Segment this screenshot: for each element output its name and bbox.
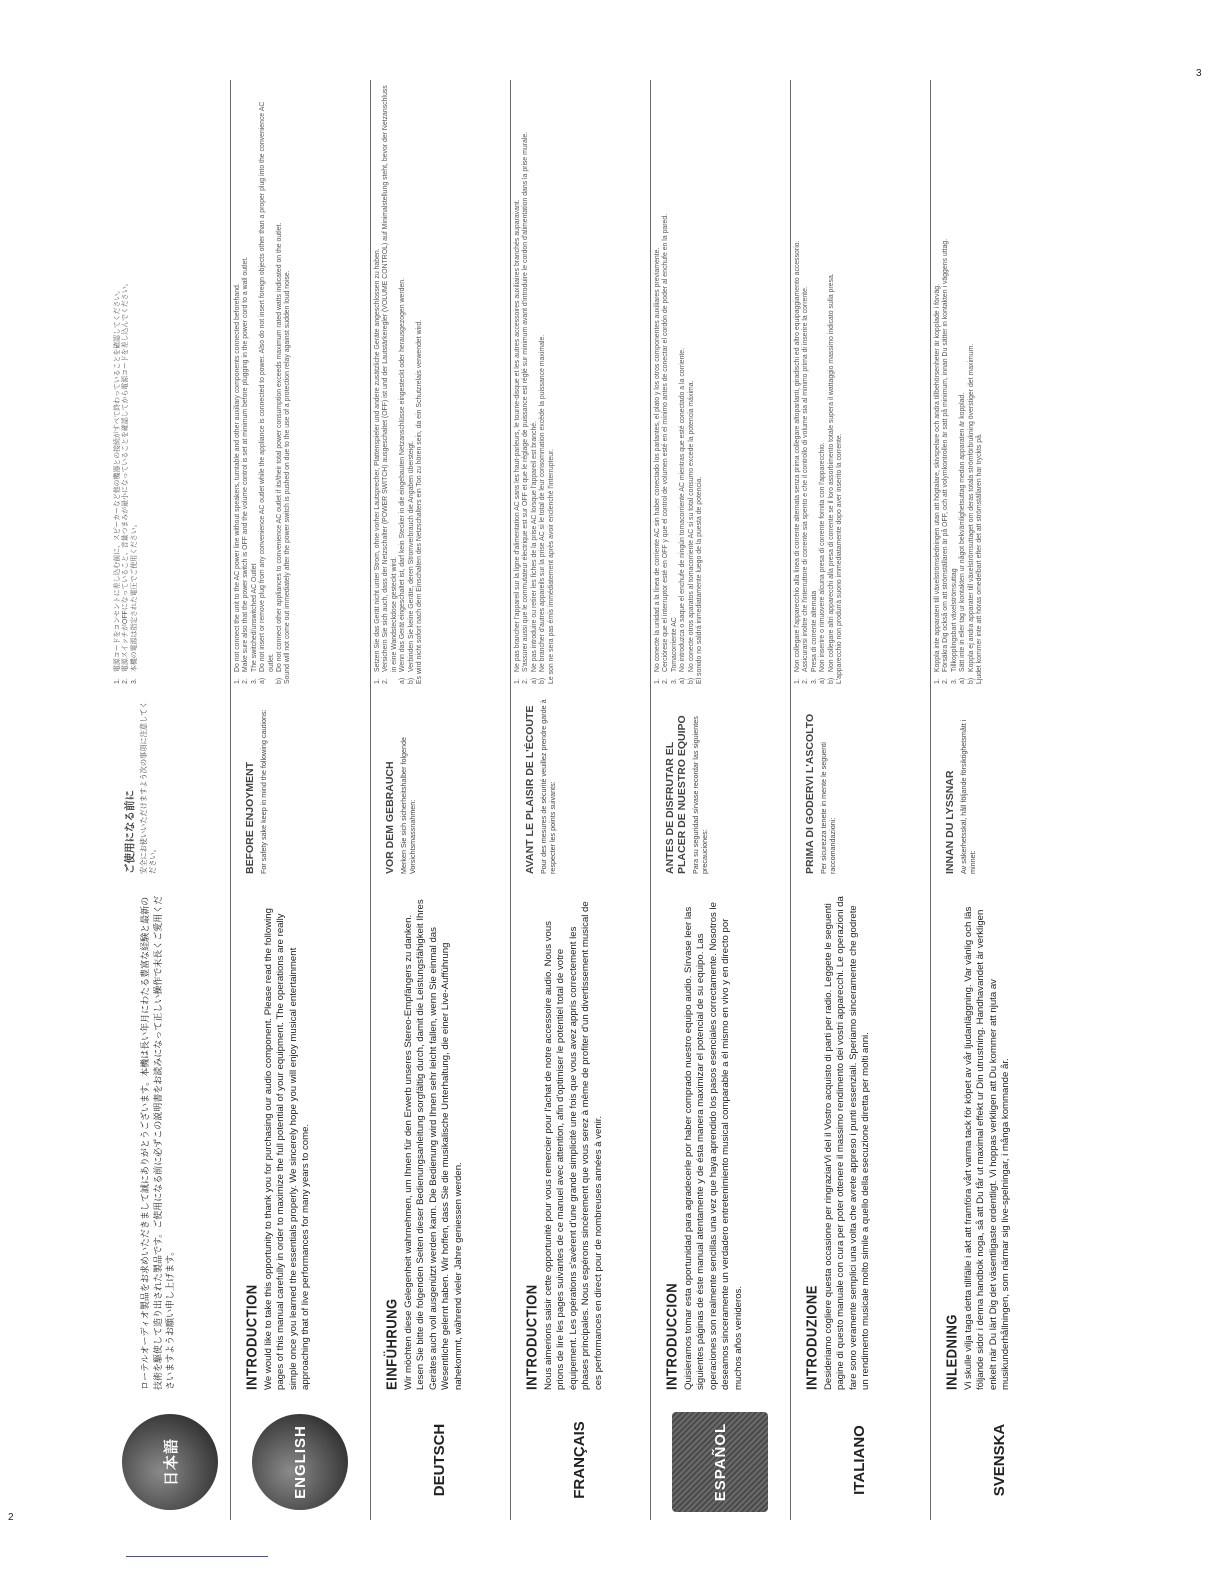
precaution-item (688, 84, 696, 684)
language-cell (650, 1400, 790, 1520)
language-label: FRANÇAIS (571, 1421, 588, 1499)
language-cell (370, 1400, 510, 1520)
section-english (230, 80, 370, 1520)
precaution-number: 2. (382, 678, 390, 684)
intro-text: ローテルオーディオ製品をお求めいただきまして誠にありがとうございます。本機は長い年月にわたる豊富な経験と最新の技術を駆使して造り出された製品です。ご使用になる前に必ずこの説明書をお読みになって正しい操作で末長くご愛用くださいますようお願い申し上げます。 (141, 895, 176, 1390)
language-cell (790, 1400, 930, 1520)
precaution-number: 2. (122, 678, 130, 684)
precaution-text: Non collegare l'apparecchio alla linea di corrente alternata senza prima collegare altoparlanti, giradischi ed altro equipaggiamento accessorio. (794, 240, 801, 672)
page-number-right: 3 (1196, 68, 1202, 79)
page-number-left: 2 (8, 1512, 14, 1523)
precaution-number: b) (687, 677, 695, 684)
precaution-number: 3. (130, 678, 138, 684)
precaution-number: a) (819, 677, 827, 684)
precaution-text: Do not connect the unit to the AC power line without speakers, turntable and other auxiliary components connected beforehand. (234, 283, 241, 672)
precaution-item (259, 84, 276, 684)
intro-cell (790, 880, 930, 1400)
precaution-item (679, 84, 687, 684)
intro-text: We would like to take this opportunity to thank you for purchasing our audio component. Please read the following pages of this manual carefully in order to maximize the full potential of your equipment. The operations are really simple once you learned the essentials properly. We sincerely hope you will enjoy musical entertainment approaching that of live performances for many years to come. (263, 908, 312, 1390)
precaution-text: Koppla inte apparaten till växelströmsledningen utan att högtalare, skivspelare och andra tillbehörsenheter är kopplade i förväg. (934, 283, 941, 672)
precaution-number: b) (827, 677, 835, 684)
precaution-text: Koppla ej andra apparater till växelströmsuttaget om deras totala strömförbrukning överstiger det maximum. (967, 343, 975, 672)
precaution-item (242, 84, 250, 684)
precaution-item (828, 84, 836, 684)
precaution-text: Ne brancher d'autres appareils sur la prise AC si le total de leur consommation excède la puissance maximale. (539, 334, 547, 672)
precautions-title: ご使用になる前に (124, 790, 136, 874)
precaution-note: Ljudet kommer inte att höras omedelbart efter det att strömställaren har tryckts på. (976, 433, 984, 684)
precautions-heading-cell (110, 690, 230, 880)
precaution-text: Verbinden Sie keine Geräte, deren Stromverbrauch die Angaben übersteigt. (407, 441, 415, 672)
precaution-text: Do not insert or remove plug from any convenience AC outlet while the appliance is connected to power. Also do not insert foreign objects other than a proper plug into the convenience AC outlet. (259, 101, 275, 672)
precautions-subtitle: For safety sake keep in mind the following cautions: (259, 709, 268, 874)
precaution-number: 1. (374, 678, 381, 684)
precaution-item (811, 84, 819, 684)
precaution-item (399, 84, 407, 684)
precaution-item (951, 84, 959, 684)
precaution-number: b) (967, 677, 975, 684)
precautions-subtitle: Per sicurezza tenete in mente le seguenti raccomandazioni: (819, 742, 837, 874)
precaution-text: Do not connect other appliances to convenience AC outlet if its/their total power consumption exceeds maximum rated watts indicated on the outlet. (276, 222, 284, 672)
precaution-item (234, 84, 242, 684)
precautions-subtitle: Av säkerhetsskäl, håll följande försiktighetsmått i minnet: (959, 719, 977, 874)
precaution-text: No conecte otros aparatos al tomacorriente AC si su total consumo excede la potencia máxima. (687, 380, 695, 672)
precaution-note: Le son ne sera pas émis immédiatement après avoir enclenché l'interrupteur. (547, 449, 555, 684)
precaution-item (942, 84, 950, 684)
precautions-title: BEFORE ENJOYMENT (244, 761, 256, 874)
precaution-number: 2. (942, 678, 950, 684)
precautions-list-cell (230, 80, 370, 690)
precaution-text: Ne pas brancher l'appareil sur la ligne d'alimentation AC sans les haut-parleurs, le tourne-disque et les autres accessoires auxiliaires branchés auparavant. (514, 199, 521, 672)
manual-page (110, 80, 1170, 1520)
precautions-list (234, 84, 284, 684)
precaution-number: b) (539, 677, 547, 684)
intro-cell (230, 880, 370, 1400)
precautions-title: VOR DEM GEBRAUCH (384, 761, 396, 874)
intro-title: INTRODUCTION (242, 1284, 261, 1390)
precaution-item (374, 84, 382, 684)
precautions-title: PRIMA DI GODERVI L'ASCOLTO (804, 713, 816, 874)
precaution-text: Sätt inte in eller tag ur kontakten ur något bekvämlighetsuttag medan apparaten är kopplad. (959, 392, 967, 672)
precaution-number: 2. (522, 678, 530, 684)
precaution-item (276, 84, 284, 684)
precaution-item (531, 84, 539, 684)
language-cell (110, 1400, 230, 1520)
language-label: ESPAÑOL (711, 1422, 729, 1502)
precaution-text: S'assurer aussi que le commutateur électrique est sur OFF et que le réglage de puissance est réglé sur minimum avant d'introduire le cordon d'alimentation dans la prise murale. (522, 131, 530, 672)
precautions-list-cell (370, 80, 510, 690)
language-label: ITALIANO (851, 1425, 868, 1495)
precautions-list (794, 84, 836, 684)
precaution-number: 1. (114, 678, 121, 684)
intro-cell (510, 880, 650, 1400)
precautions-list-cell (790, 80, 930, 690)
section-francais (510, 80, 650, 1520)
precaution-note: Sound will not come out immediately after the power switch is pushed on due to the use of a protection relay against sudden loud noise. (284, 270, 292, 684)
intro-cell (930, 880, 1070, 1400)
precautions-title: ANTES DE DISFRUTAR EL PLACER DE NUESTRO EQUIPO (664, 715, 688, 874)
precaution-text: Presa di corrente alternata (810, 590, 818, 672)
precautions-list (934, 84, 976, 684)
precautions-list-cell (510, 80, 650, 690)
intro-title: INLEDNING (942, 1314, 961, 1390)
precaution-item (131, 84, 139, 684)
precaution-item (968, 84, 976, 684)
precaution-text: No conecte la unidad a la línea de corriente AC sin haber conectado los parlantes, el plato y los otros componentes auxiliares previamente. (654, 247, 661, 672)
precaution-text: Tillkopplingsbart växelströmsuttag (950, 568, 958, 672)
language-label: DEUTSCH (431, 1423, 448, 1497)
precaution-text: Versichern Sie sich auch, dass der Netzschalter (POWER SWITCH) ausgeschaltet (OFF) ist und der Lautstärkeregler (VOLUME CONTROL) auf Minimalstellung steht, bevor der Netzanschluss in eine Wandsteckdose gesteckt wird. (382, 85, 398, 672)
precautions-list (374, 84, 416, 684)
precaution-number: 1. (654, 678, 661, 684)
precaution-text: The switched/unswitched AC Outlet (250, 563, 258, 672)
precaution-number: a) (679, 677, 687, 684)
language-badge (672, 1412, 768, 1512)
precautions-list-cell (110, 80, 230, 690)
intro-text: Vi skulle vilja taga detta tillfälle i akt att framföra vårt varma tack för köpet av vår ljudanläggning. Var vänlig och läs följande sidor i denna handbok noga, så att Du får ut maximal effekt ur Din utrustning. Handhavandet är verkligen enkelt när Du lärt Dig det väsentligaste ordentligt. Vi hoppas verkligen att Du kommer att njuta av musikunderhållningen, som närmar sig live-spelningar, i många kommande år. (963, 906, 1012, 1390)
language-badge (252, 1414, 348, 1510)
intro-text: Nous aimerions saisir cette opportunité pour vous remercier pour l'achat de notre accessoire audio. Nous vous prions de lire les pages suivantes de ce manuel avec attention, afin d'optimiser le potentiel total de votre équipement. Les opérations s'avèrent d'une grande simplicité une fois que vous avez appris correctement les phases principales. Nous espérons sincèrement que vous serez à même de profiter d'un divertissement musical de ces performances en direct pour de nombreuses années à venir. (543, 901, 604, 1390)
intro-text: Quisieramos tomar esta oportunidad para agradecerle por haber comprado nuestro equipo audio. Sírvase leer las siguientes páginas de éste manual atentamente y de ésta manera maximizar el potencial de su equipo. Las operaciones son realmente sencillas una vez que haya aprendido los pasos esenciales correctamente. Nosotros le deseamos sinceramente un verdadero entretenimiento musical comparable a él mismo en vivo y en directo por muchos años venideros. (683, 902, 744, 1390)
precaution-number: 3. (950, 678, 958, 684)
precaution-item (382, 84, 399, 684)
precautions-subtitle: 安全にお使いいただけますよう次の事項に注意してください。 (139, 701, 157, 874)
precaution-text: No introduzca o saque el enchufe de ningún tomacorriente AC mientras que esté conectado a la corriente. (679, 347, 687, 672)
precaution-item (251, 84, 259, 684)
precautions-list-cell (650, 80, 790, 690)
precaution-note: L'apparecchio non produrrà suono immediatamente dopo aver inserito la corrente. (836, 433, 844, 684)
precaution-number: b) (276, 677, 284, 684)
precaution-item (802, 84, 810, 684)
precaution-text: Setzen Sie das Gerät nicht unter Strom, ohne vorher Lautsprecher, Plattenspieler und andere zusätzliche Geräte angeschlossen zu haben. (374, 248, 381, 672)
precautions-heading-cell (510, 690, 650, 880)
precaution-number: a) (259, 677, 267, 684)
precaution-text: Non collegare altri apparecchi alla presa di corrente se il loro assorbimento totale supera il wattaggio massimo indicato sulla presa. (827, 273, 835, 672)
precaution-item (671, 84, 679, 684)
precautions-heading-cell (930, 690, 1070, 880)
precaution-number: 2. (662, 678, 670, 684)
precaution-number: a) (530, 677, 538, 684)
precaution-number: 1. (514, 678, 521, 684)
intro-cell (370, 880, 510, 1400)
precautions-list-cell (930, 80, 1070, 690)
intro-cell (110, 880, 230, 1400)
precaution-item (122, 84, 130, 684)
precautions-heading-cell (230, 690, 370, 880)
precaution-number: 3. (810, 678, 818, 684)
precaution-note: Es wird nicht sofort nach dem Einschalten des Netzschalters ein Ton zu hören sein, da ein Schutzrelais verwendet wird. (416, 319, 424, 684)
section-italiano (790, 80, 930, 1520)
precautions-subtitle: Para su seguridad sírvase recordar las siguientes precauciones: (691, 716, 709, 874)
precautions-subtitle: Pour des mesures de sécurité veuillez prendre garde à respecter les points suivants: (539, 699, 557, 874)
section-japanese (110, 80, 230, 1520)
precaution-note: El sonido no saldrá inmediatamente luego de la puesta de potencia. (696, 476, 704, 684)
precaution-number: 3. (670, 678, 678, 684)
language-cell (930, 1400, 1070, 1520)
precaution-number: 1. (234, 678, 241, 684)
precaution-text: 電源コードをコンセントに差し込む前に、スピーカーなど他の機器との接続がすべて終わっていることを確認してください。 (114, 286, 121, 672)
precaution-text: 本機の電源は指定された電圧でご使用ください。 (130, 520, 138, 672)
precaution-item (819, 84, 827, 684)
precaution-text: Försäkra Dig också om att strömställaren är på OFF, och att volymkontrollen är satt på minimum, innan Du sätter in kontakten i väggens uttag. (942, 238, 950, 672)
precaution-number: a) (959, 677, 967, 684)
precaution-text: Assicurarsi inoltre che l'interruttore di corrente sia spento e che il controllo di volume sia al minimo prima di inserire la corrente. (802, 286, 810, 672)
precaution-item (408, 84, 416, 684)
intro-title: EINFÜHRUNG (382, 1298, 401, 1390)
intro-text: Desideriamo cogliere questa occasione per ringraziarVi del il Vostro acquisto di parti per radio. Leggete le seguenti pagine di questo manuale con cura per poter ottenere il massimo rendimento dei vostri apparecchi. Le operazioni da fare sono veramente semplici una volta che avrete appreso i punti essenziali. Speriamo sinceramente che godrete un rendimento musicale molto simile a quello della esecuzione diretta per molti anni. (823, 896, 872, 1390)
precaution-item (514, 84, 522, 684)
precaution-text: Ne pas introduire ou retirer les fiches de la prise AC lorsque l'appareil est branché. (530, 420, 538, 672)
intro-cell (650, 880, 790, 1400)
section-deutsch (370, 80, 510, 1520)
precaution-text: Make sure also that the power switch is OFF and the volume control is set at minimum before plugging in the power cord to a wall outlet. (242, 256, 250, 672)
precaution-text: Cerciórese que el interruptor esté en OFF y que el control de volumen esté en el mínimo antes de conectar el cordón de poder al enchufe en la pared. (662, 213, 670, 672)
precaution-number: 1. (794, 678, 801, 684)
precautions-list (514, 84, 548, 684)
section-espanol (650, 80, 790, 1520)
intro-text: Wir möchten diese Gelegenheit wahrnehmen, um Ihnen für den Erwerb unseres Stereo-Empfängers zu danken. Lesen Sie bitte die folgenden Seiten dieser Bedienungsanleitung sorgfältig durch, damit die Leistungsfähigkeit Ihres Gerätes auch voll ausgenützt werden kann. Die Bedienung wird Ihnen sehr leicht fallen, wenn Sie einmal das Wesentliche gelernt haben. Wir hoffen, dass Sie die musikalische Unterhaltung, die einer Live-Aufführung nahekommt, während vieler Jahre geniessen werden. (403, 899, 464, 1390)
precautions-title: INNAN DU LYSSNAR (944, 770, 956, 874)
precaution-item (539, 84, 547, 684)
precaution-number: 1. (934, 678, 941, 684)
precautions-title: AVANT LE PLAISIR DE L'ÉCOUTE (524, 705, 536, 874)
precaution-number: 3. (250, 678, 258, 684)
language-badge (122, 1414, 218, 1510)
intro-title: INTRODUZIONE (802, 1285, 821, 1390)
language-label: ENGLISH (291, 1425, 309, 1499)
precaution-item (654, 84, 662, 684)
precautions-heading-cell (370, 690, 510, 880)
precaution-number: b) (407, 677, 415, 684)
precautions-subtitle: Merken Sie sich sicherheitshalber folgende Vorsichtsmassnahmen: (399, 736, 417, 874)
language-label: SVENSKA (991, 1423, 1008, 1497)
precaution-item (662, 84, 670, 684)
precaution-text: 電源スイッチがOFFになっていること、音量つまみが最小になっていることを確認してから電源コードを差し込んでください。 (122, 279, 130, 672)
section-svenska (930, 80, 1070, 1520)
language-label: 日本語 (162, 1438, 180, 1487)
precautions-list (114, 84, 139, 684)
precaution-text: Non inserire o rimuovere alcuna presa di corrente fornita con l'apparecchio. (819, 442, 827, 672)
precaution-item (794, 84, 802, 684)
precautions-list (654, 84, 696, 684)
intro-title: INTRODUCCION (662, 1282, 681, 1390)
blue-underline (126, 1556, 268, 1557)
precaution-number: a) (399, 677, 407, 684)
precaution-number: 2. (242, 678, 250, 684)
precautions-heading-cell (790, 690, 930, 880)
precaution-item (522, 84, 530, 684)
precaution-text: Wenn das Gerät eingeschaltet ist, darf kein Stecker in die eingebauten Netzanschlüsse eingesteckt oder herausgezogen werden. (399, 277, 407, 672)
precautions-heading-cell (650, 690, 790, 880)
intro-title: INTRODUCTION (522, 1284, 541, 1390)
language-cell (510, 1400, 650, 1520)
precaution-number: 2. (802, 678, 810, 684)
precaution-item (959, 84, 967, 684)
language-cell (230, 1400, 370, 1520)
precaution-text: Tomacorriente AC (670, 617, 678, 672)
